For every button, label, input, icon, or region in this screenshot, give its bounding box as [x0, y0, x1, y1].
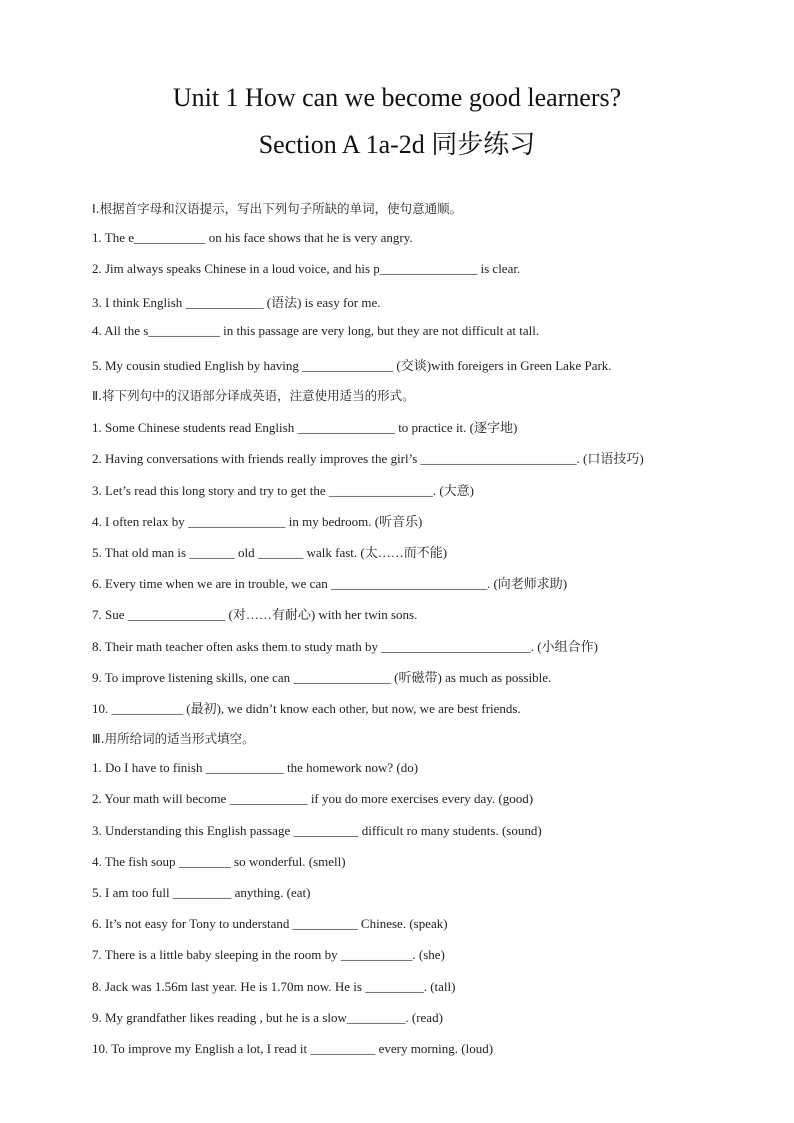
exercise-item: 2. Your math will become ____________ if you do more exercises every day. (good): [92, 791, 534, 806]
section-1-heading: Ⅰ.根据首字母和汉语提示，写出下列句子所缺的单词，使句意通顺。: [92, 201, 463, 216]
page-title: Unit 1 How can we become good learners?: [172, 83, 622, 112]
exercise-item: 4. I often relax by _______________ in my bedroom. (听音乐): [92, 514, 423, 529]
exercise-item: 6. Every time when we are in trouble, we can ________________________. (向老师求助): [92, 576, 568, 591]
section-2-heading: Ⅱ.将下列句中的汉语部分译成英语，注意使用适当的形式。: [92, 388, 415, 403]
exercise-item: 7. Sue _______________ (对……有耐心) with her twin sons.: [92, 607, 418, 622]
exercise-item: 7. There is a little baby sleeping in the room by ___________. (she): [92, 947, 445, 962]
exercise-item: 10. To improve my English a lot, I read it __________ every morning. (loud): [92, 1041, 494, 1056]
exercise-item: 3. Let’s read this long story and try to get the ________________. (大意): [92, 483, 475, 498]
section-3-heading: Ⅲ.用所给词的适当形式填空。: [92, 731, 255, 746]
exercise-item: 9. To improve listening skills, one can _______________ (听磁带) as much as possible.: [92, 670, 552, 685]
exercise-item: 8. Jack was 1.56m last year. He is 1.70m now. He is _________. (tall): [92, 979, 456, 994]
exercise-item: 3. I think English ____________ (语法) is easy for me.: [92, 295, 381, 310]
exercise-item: 5. That old man is _______ old _______ walk fast. (太……而不能): [92, 545, 448, 560]
exercise-item: 8. Their math teacher often asks them to study math by _______________________. (小组合作): [92, 639, 598, 654]
exercise-item: 5. I am too full _________ anything. (eat): [92, 885, 311, 900]
exercise-item: 6. It’s not easy for Tony to understand __________ Chinese. (speak): [92, 916, 448, 931]
exercise-item: 4. The fish soup ________ so wonderful. (smell): [92, 854, 346, 869]
exercise-item: 2. Having conversations with friends really improves the girl’s ________________________. (口语技巧): [92, 451, 644, 466]
exercise-item: 3. Understanding this English passage __________ difficult ro many students. (sound): [92, 823, 542, 838]
exercise-item: 9. My grandfather likes reading , but he is a slow_________. (read): [92, 1010, 443, 1025]
page-subtitle: Section A 1a-2d 同步练习: [258, 130, 536, 159]
exercise-item: 1. Some Chinese students read English _______________ to practice it. (逐字地): [92, 420, 518, 435]
exercise-item: 2. Jim always speaks Chinese in a loud voice, and his p_______________ is clear.: [92, 261, 521, 276]
exercise-item: 4. All the s___________ in this passage are very long, but they are not difficult at tall.: [92, 323, 540, 338]
exercise-item: 10. ___________ (最初), we didn’t know each other, but now, we are best friends.: [92, 701, 521, 716]
exercise-item: 1. The e___________ on his face shows that he is very angry.: [92, 230, 413, 245]
exercise-item: 5. My cousin studied English by having ______________ (交谈)with foreigers in Green Lake Park.: [92, 358, 612, 373]
exercise-item: 1. Do I have to finish ____________ the homework now? (do): [92, 760, 419, 775]
